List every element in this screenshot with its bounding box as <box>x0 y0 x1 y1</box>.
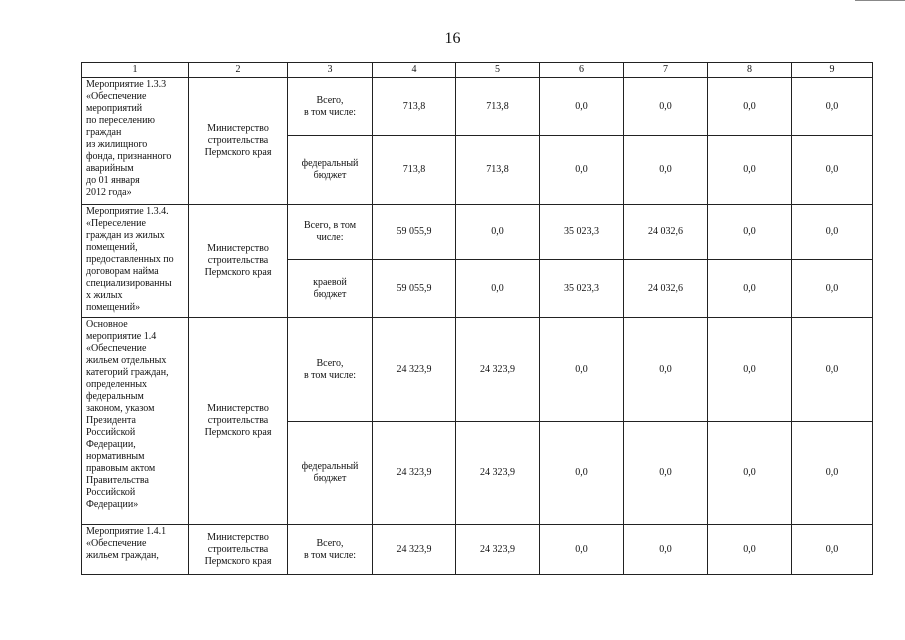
amount-cell: 0,0 <box>624 525 708 575</box>
column-number: 6 <box>540 63 624 78</box>
amount-cell: 0,0 <box>624 136 708 205</box>
column-number: 5 <box>456 63 540 78</box>
amount-cell: 24 323,9 <box>456 525 540 575</box>
funding-source: Всего, в том числе: <box>288 525 373 575</box>
amount-cell: 0,0 <box>624 318 708 422</box>
executor: Министерство строительства Пермского края <box>189 78 288 205</box>
amount-cell: 0,0 <box>792 318 873 422</box>
table-row <box>82 318 873 422</box>
funding-source: федеральный бюджет <box>288 136 373 205</box>
amount-cell: 0,0 <box>540 78 624 136</box>
executor: Министерство строительства Пермского края <box>189 318 288 525</box>
amount-cell: 0,0 <box>540 318 624 422</box>
amount-cell: 24 323,9 <box>456 318 540 422</box>
amount-cell: 24 323,9 <box>373 422 456 525</box>
budget-table <box>81 62 873 575</box>
amount-cell: 713,8 <box>456 136 540 205</box>
amount-cell: 0,0 <box>540 136 624 205</box>
column-number: 1 <box>82 63 189 78</box>
amount-cell: 59 055,9 <box>373 205 456 260</box>
amount-cell: 0,0 <box>708 525 792 575</box>
corner-rule <box>855 0 905 1</box>
amount-cell: 24 323,9 <box>373 525 456 575</box>
amount-cell: 0,0 <box>708 318 792 422</box>
amount-cell: 35 023,3 <box>540 205 624 260</box>
column-number: 9 <box>792 63 873 78</box>
amount-cell: 0,0 <box>540 525 624 575</box>
page-number: 16 <box>444 30 461 47</box>
amount-cell: 713,8 <box>373 78 456 136</box>
amount-cell: 24 323,9 <box>373 318 456 422</box>
column-number: 3 <box>288 63 373 78</box>
amount-cell: 0,0 <box>792 422 873 525</box>
amount-cell: 0,0 <box>456 205 540 260</box>
amount-cell: 713,8 <box>456 78 540 136</box>
amount-cell: 0,0 <box>708 205 792 260</box>
amount-cell: 0,0 <box>708 78 792 136</box>
amount-cell: 24 323,9 <box>456 422 540 525</box>
measure-name: Основное мероприятие 1.4 «Обеспечение жильем отдельных категорий граждан, определенных федеральным законом, указом Президента Российской Федерации, нормативным правовым актом Правительства Российской Федерации» <box>82 318 189 525</box>
table-row <box>82 525 873 575</box>
table-row <box>82 78 873 136</box>
column-number: 2 <box>189 63 288 78</box>
amount-cell: 0,0 <box>792 525 873 575</box>
amount-cell: 0,0 <box>624 78 708 136</box>
amount-cell: 713,8 <box>373 136 456 205</box>
amount-cell: 0,0 <box>456 260 540 318</box>
funding-source: Всего, в том числе: <box>288 205 373 260</box>
funding-source: Всего, в том числе: <box>288 78 373 136</box>
column-number: 7 <box>624 63 708 78</box>
amount-cell: 0,0 <box>624 422 708 525</box>
funding-source: Всего, в том числе: <box>288 318 373 422</box>
amount-cell: 0,0 <box>792 260 873 318</box>
amount-cell: 59 055,9 <box>373 260 456 318</box>
column-number: 8 <box>708 63 792 78</box>
amount-cell: 0,0 <box>792 136 873 205</box>
amount-cell: 35 023,3 <box>540 260 624 318</box>
amount-cell: 0,0 <box>708 422 792 525</box>
amount-cell: 0,0 <box>708 260 792 318</box>
executor: Министерство строительства Пермского края <box>189 525 288 575</box>
funding-source: федеральный бюджет <box>288 422 373 525</box>
amount-cell: 0,0 <box>708 136 792 205</box>
amount-cell: 0,0 <box>792 78 873 136</box>
measure-name: Мероприятие 1.3.4. «Переселение граждан из жилых помещений, предоставленных по договорам найма специализированны х жилых помещений» <box>82 205 189 318</box>
amount-cell: 24 032,6 <box>624 260 708 318</box>
measure-name: Мероприятие 1.3.3 «Обеспечение мероприятий по переселению граждан из жилищного фонда, признанного аварийным до 01 января 2012 года» <box>82 78 189 205</box>
executor: Министерство строительства Пермского края <box>189 205 288 318</box>
funding-source: краевой бюджет <box>288 260 373 318</box>
column-number: 4 <box>373 63 456 78</box>
table-row <box>82 205 873 260</box>
amount-cell: 24 032,6 <box>624 205 708 260</box>
measure-name: Мероприятие 1.4.1 «Обеспечение жильем граждан, <box>82 525 189 575</box>
column-number-row <box>82 63 873 78</box>
amount-cell: 0,0 <box>540 422 624 525</box>
amount-cell: 0,0 <box>792 205 873 260</box>
